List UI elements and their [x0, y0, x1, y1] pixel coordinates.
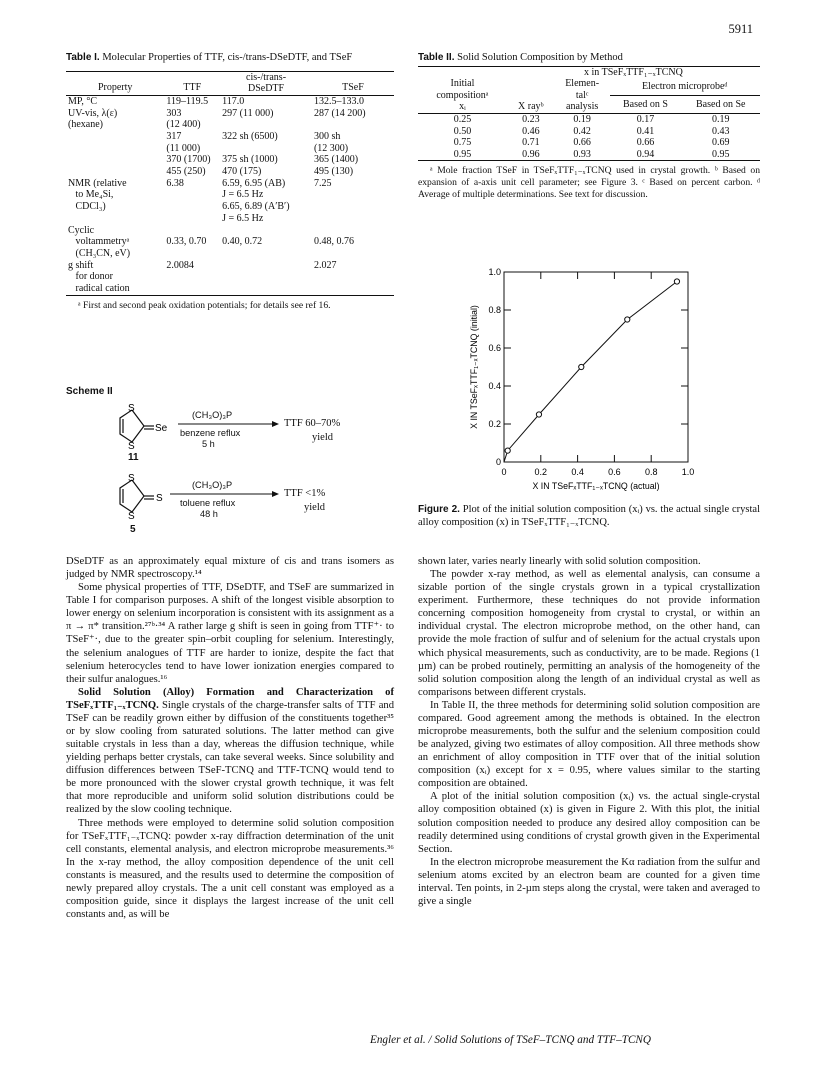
table1-cell: J = 6.5 Hz — [222, 189, 264, 201]
table1-cell — [312, 248, 394, 260]
table2-caption-label: Table II. — [418, 52, 455, 63]
data-point — [505, 448, 510, 453]
compound-11-label: 11 — [128, 452, 139, 463]
product-2 — [284, 488, 325, 499]
table1-header: Property — [97, 81, 133, 93]
table1-row — [66, 213, 394, 225]
yield-label-1: yield — [312, 432, 333, 443]
section-heading: Solid Solution (Alloy) Formation and Characterization of TSeFₓTTF₁₋ₓTCNQ. — [66, 686, 394, 711]
table1-row — [66, 178, 394, 190]
y-axis-label: X IN TSeFₓTTF₁₋ₓTCNQ (initial) — [469, 305, 479, 429]
product-2-name: TTF — [284, 488, 303, 499]
table1-cell: UV-vis, λ(ε) — [68, 107, 118, 119]
table2-cell: 0.50 — [453, 125, 472, 137]
table1-cell: 365 (1400) — [313, 154, 359, 166]
table1-row — [66, 119, 394, 131]
atom-label: Se — [155, 423, 168, 434]
table1-cell — [66, 143, 164, 155]
x-tick-label: 0.8 — [644, 467, 658, 477]
table2-cell: 0.41 — [636, 125, 655, 137]
figure2-caption-label: Figure 2. — [418, 504, 460, 515]
table1-row — [66, 260, 394, 272]
table2-cell: 0.19 — [573, 113, 591, 125]
table1-cell — [164, 271, 220, 283]
table1-cell: voltammetryᵃ — [68, 236, 130, 248]
table2-caption-text: Solid Solution Composition by Method — [457, 52, 623, 63]
paragraph-text: Single crystals of the charge-transfer salts of TTF and TSeF can be readily grown either by diffusion of the constituents together³⁵ or by slow cooling from saturated solutions. The latter method can give suitable crystals in less than a day, whereas the diffusion technique, while yielding perhaps better crystals, can take several weeks. Since solubility and diffusion differences between TSeF-TCNQ and TTF-TCNQ would tend to be more pronounced with the slower crystal growth technique, it was felt that more reproducible and uniform solid solution distributions could be realized by the slow cooling technique. — [66, 699, 394, 816]
table1-cell: 7.25 — [313, 177, 332, 189]
table1-cell: Cyclic — [68, 224, 95, 236]
table2-cell: 0.94 — [636, 148, 655, 160]
table1-row — [66, 131, 394, 143]
table1-row — [66, 108, 394, 120]
table1-cell: 375 sh (1000) — [222, 154, 278, 166]
table2-cell: 0.66 — [573, 137, 591, 149]
table2-cell: 0.71 — [522, 137, 540, 149]
table1-cell — [312, 213, 394, 225]
table1-caption — [66, 52, 394, 65]
atom-label: S — [128, 441, 135, 452]
table1-row — [66, 166, 394, 178]
table1-cell: to Me₄Si, — [68, 189, 114, 201]
table1-cell: 2.0084 — [166, 259, 194, 271]
table1-cell — [164, 283, 220, 295]
table1-cell: (12 300) — [313, 142, 349, 154]
paragraph — [66, 686, 394, 817]
table2-cell: 0.96 — [522, 148, 540, 160]
table1-cell — [220, 143, 312, 155]
table1-row — [66, 143, 394, 155]
y-tick-label: 0 — [495, 457, 501, 467]
table1-caption-text: Molecular Properties of TTF, cis-/trans-DSeDTF, and TSeF — [102, 52, 353, 63]
table1-row — [66, 248, 394, 260]
condition-2b: 48 h — [200, 509, 218, 519]
table1-cell: 0.33, 0.70 — [166, 236, 207, 248]
table1-cell — [66, 154, 164, 166]
data-point — [674, 279, 679, 284]
paragraph: shown later, varies nearly linearly with solid solution composition. — [418, 556, 701, 567]
table1-row — [66, 283, 394, 295]
table2-cell: 0.25 — [453, 113, 472, 125]
table2-col-micro-se: Based on Se — [696, 98, 746, 110]
table2-col-elemental: Elemen- talᶜ analysis — [565, 78, 600, 113]
table2-col-initial: Initial compositionᵃ xᵢ — [436, 78, 489, 113]
table1-cell — [312, 271, 394, 283]
table1-cell: 470 (175) — [222, 166, 262, 178]
x-tick-label: 0.4 — [571, 467, 584, 477]
table1-cell: 287 (14 200) — [313, 107, 366, 119]
series-line — [504, 282, 677, 463]
running-footer: Engler et al. / Solid Solutions of TSeF–TCNQ and TTF–TCNQ — [370, 1034, 651, 1046]
table1-caption-label: Table I. — [66, 52, 100, 63]
table2-row — [418, 114, 760, 126]
table1-cell: g shift — [68, 259, 94, 271]
scheme-title: Scheme II — [66, 386, 113, 397]
table1-cell: 317 — [166, 131, 182, 143]
arrow-head — [272, 491, 279, 497]
table2-col-micro-s: Based on S — [622, 98, 668, 110]
table1-cell: 0.48, 0.76 — [313, 236, 354, 248]
table1-cell: 303 — [166, 107, 182, 119]
product-1-name: TTF — [284, 418, 303, 429]
table2-cell: 0.43 — [711, 125, 730, 137]
table2-cell: 0.93 — [573, 148, 591, 160]
x-tick-label: 1.0 — [681, 467, 695, 477]
table1-cell: (hexane) — [68, 119, 103, 131]
table1-grid — [66, 71, 394, 296]
table1-cell — [220, 248, 312, 260]
table1-cell: 297 (11 000) — [222, 107, 274, 119]
figure2-caption — [418, 504, 760, 529]
y-tick-label: 0.8 — [488, 305, 501, 315]
table2-footnote: ᵃ Mole fraction TSeF in TSeFₓTTF₁₋ₓTCNQ used in crystal growth. ᵇ Based on expansion of a-axis unit cell parameter; see Figure 3. ᶜ Based on percent carbon. ᵈ Average of multiple determinations. See text for discussion. — [418, 165, 760, 200]
table1-cell: radical cation — [68, 282, 130, 294]
table1-cell: 132.5–133.0 — [313, 95, 364, 107]
compound-5-structure — [120, 480, 154, 512]
paragraph: In Table II, the three methods for determining solid solution composition are compared. Good agreement among the methods is obtained. In the electron microprobe measurements, both the sulfur and the selenium composition could be analyzed, giving two estimates of alloy composition. All three methods show an enrichment of alloy composition in TTF over that of the initial solution composition (xᵢ) except for x = 0.95, where values similar to the starting composition are obtained. — [418, 699, 760, 790]
atom-label: S — [128, 511, 135, 522]
table1-cell: (12 400) — [166, 119, 201, 131]
table1-cell: 0.40, 0.72 — [222, 236, 263, 248]
figure2-caption-text: Plot of the initial solution composition (xᵢ) vs. the actual single crystal alloy composition (x) in TSeFₓTTF₁₋ₓTCNQ. — [418, 504, 760, 528]
compound-5-label: 5 — [130, 524, 136, 535]
scheme-structures — [100, 404, 400, 534]
table1-cell: 6.65, 6.89 (A′B′) — [222, 201, 290, 213]
table1-cell: 119–119.5 — [166, 95, 209, 107]
paragraph: DSeDTF as an approximately equal mixture of cis and trans isomers as judged by NMR spectroscopy.¹⁴ — [66, 556, 394, 581]
table1-header: TSeF — [342, 81, 364, 93]
table1-cell: CDCl₃) — [68, 201, 106, 213]
figure2-chart — [440, 258, 740, 498]
table2-cell: 0.95 — [453, 148, 472, 160]
table1-cell — [66, 213, 164, 225]
table1-cell: 495 (130) — [313, 166, 354, 178]
table2-row — [418, 137, 760, 149]
table1-cell — [220, 283, 312, 295]
table1-row — [66, 271, 394, 283]
table1-cell: for donor — [68, 271, 113, 283]
compound-11-structure — [120, 410, 154, 442]
x-tick-label: 0.2 — [534, 467, 548, 477]
table1-cell: J = 6.5 Hz — [222, 212, 264, 224]
table1-cell — [312, 119, 394, 131]
atom-label: S — [128, 404, 135, 414]
table2-row — [418, 149, 760, 161]
table2-cell: 0.23 — [522, 113, 540, 125]
table2-cell: 0.19 — [711, 113, 730, 125]
table1-header: TTF — [183, 81, 202, 93]
table2-cell: 0.95 — [711, 148, 730, 160]
table1-cell — [66, 166, 164, 178]
table1 — [66, 52, 394, 311]
atom-label: S — [156, 493, 163, 504]
table1-cell: 455 (250) — [166, 166, 206, 178]
table1-cell — [164, 213, 220, 225]
table2-cell: 0.42 — [573, 125, 591, 137]
product-1 — [284, 418, 340, 429]
table1-cell: (11 000) — [166, 142, 201, 154]
table1-cell — [164, 189, 220, 201]
table2-cell: 0.17 — [636, 113, 655, 125]
table1-cell — [220, 271, 312, 283]
data-point — [625, 317, 630, 322]
table1-cell — [312, 189, 394, 201]
table2 — [418, 52, 760, 200]
x-tick-label: 0 — [501, 467, 507, 477]
x-axis-label: X IN TSeFₓTTF₁₋ₓTCNQ (actual) — [532, 481, 660, 491]
table1-row — [66, 225, 394, 237]
plot-frame — [504, 272, 688, 462]
yield-label-2: yield — [304, 502, 325, 513]
table1-header: cis-/trans- DSeDTF — [246, 71, 287, 95]
table2-super-header: x in TSeFₓTTF₁₋ₓTCNQ — [584, 66, 683, 78]
table1-cell: 117.0 — [222, 95, 245, 107]
table1-cell: MP, °C — [68, 95, 98, 107]
table2-cell: 0.66 — [636, 137, 655, 149]
product-2-yield: <1% — [305, 488, 326, 499]
paragraph: Some physical properties of TTF, DSeDTF, and TSeF are summarized in Table I for comparison purposes. A shift of the longest visible absorption to lower energy on selenium incorporation is consistent with its assignment as a π → π* transition.²⁷ᵇ·³⁴ A rather large g shift is seen in going from TTF⁺· to TSeF⁺·, due to the greater spin–orbit coupling for selenium. Interestingly, the selenium analogues of TTF are harder to ionize, despite the fact that selenium heterocycles tend to have lower ionization energies compared to their sulfur analogues.¹⁶ — [66, 582, 394, 685]
table2-grid — [418, 66, 760, 162]
table1-cell — [312, 283, 394, 295]
arrow-head — [272, 421, 279, 427]
table1-cell — [312, 225, 394, 237]
table1-cell: 2.027 — [313, 259, 337, 271]
table2-row — [418, 126, 760, 138]
condition-2a: toluene reflux — [180, 498, 236, 508]
table1-cell — [220, 119, 312, 131]
product-1-yield: 60–70% — [305, 418, 341, 429]
table2-cell: 0.46 — [522, 125, 540, 137]
condition-1b: 5 h — [202, 439, 215, 449]
table1-cell: 6.38 — [166, 177, 184, 189]
reagent-1: (CH₃O)₃P — [192, 410, 233, 420]
paragraph: A plot of the initial solution composition (xᵢ) vs. the actual single-crystal alloy composition obtained (x) is given in Figure 2. With this plot, the initial solution composition needed to produce any desired alloy composition can be readily determined using conditions of crystal growth given in the Experimental Section. — [418, 791, 760, 855]
table1-cell — [164, 225, 220, 237]
reagent-2: (CH₃O)₃P — [192, 480, 233, 490]
y-tick-label: 0.2 — [488, 419, 501, 429]
table2-col-micro: Electron microprobeᵈ — [610, 78, 761, 95]
paragraph: In the electron microprobe measurement the Kα radiation from the sulfur and selenium atoms excited by an electron beam are counted for a given time interval. Ten points, in 2-µm steps along the crystal, were taken and averaged to give a single — [418, 856, 760, 908]
table1-cell — [66, 131, 164, 143]
data-point — [536, 412, 541, 417]
table1-cell: 370 (1700) — [166, 154, 211, 166]
table1-row — [66, 96, 394, 108]
table1-cell — [220, 225, 312, 237]
table1-footnote: ᵃ First and second peak oxidation potentials; for details see ref 16. — [78, 299, 331, 311]
table1-row — [66, 201, 394, 213]
condition-1a: benzene reflux — [180, 428, 241, 438]
paragraph: The powder x-ray method, as well as elemental analysis, can consume a sizable portion of the single crystals grown in a typical crystallization experiment. Furthermore, these techniques do not provide information concerning composition homogeneity from crystal to crystal, or within an individual crystal. The electron microprobe method, on the other hand, can provide the mole fraction of sulfur and of selenium for the actual crystals upon which physical measurements, such as conductivity, are to be made. Regions (1 µm) can be probed routinely, permitting an analysis of the homogeneity of the solid solution composition along the length of an individual crystal as well as comparisons between different crystals. — [418, 569, 760, 698]
table1-cell — [220, 260, 312, 272]
table2-cell: 0.75 — [453, 137, 472, 149]
page-number: 5911 — [728, 22, 753, 36]
table2-cell: 0.69 — [711, 137, 730, 149]
y-tick-label: 0.6 — [488, 343, 501, 353]
table1-row — [66, 189, 394, 201]
table1-cell: NMR (relative — [68, 177, 127, 189]
paragraph: Three methods were employed to determine solid solution composition for TSeFₓTTF₁₋ₓTCNQ: powder x-ray diffraction determination of the unit cell constants, elemental analysis, and electron microprobe measurements.³⁶ In the x-ray method, the alloy composition dependence of the unit cell constants is measured, and the results used to determine the composition of newly prepared alloy crystals. The a unit cell constant was employed as a composition guide, since it displays the largest increase of the unit cell constants and, as will be — [66, 817, 394, 921]
table1-cell — [164, 248, 220, 260]
table2-col-xray: X rayᵇ — [518, 101, 544, 113]
table1-cell — [312, 201, 394, 213]
table1-cell: 6.59, 6.95 (AB) — [222, 177, 286, 189]
y-tick-label: 0.4 — [488, 381, 501, 391]
table2-caption — [418, 52, 760, 65]
x-tick-label: 0.6 — [608, 467, 621, 477]
table1-row — [66, 154, 394, 166]
atom-label: S — [128, 473, 135, 484]
table1-cell: 322 sh (6500) — [222, 131, 278, 143]
right-column-text — [418, 555, 760, 908]
table1-cell: (CH₃CN, eV) — [68, 247, 131, 259]
table1-cell: 300 sh — [313, 131, 341, 143]
table1-cell — [164, 201, 220, 213]
y-tick-label: 1.0 — [488, 267, 501, 277]
left-column-text — [66, 555, 394, 921]
table1-row — [66, 236, 394, 248]
data-point — [579, 364, 584, 369]
